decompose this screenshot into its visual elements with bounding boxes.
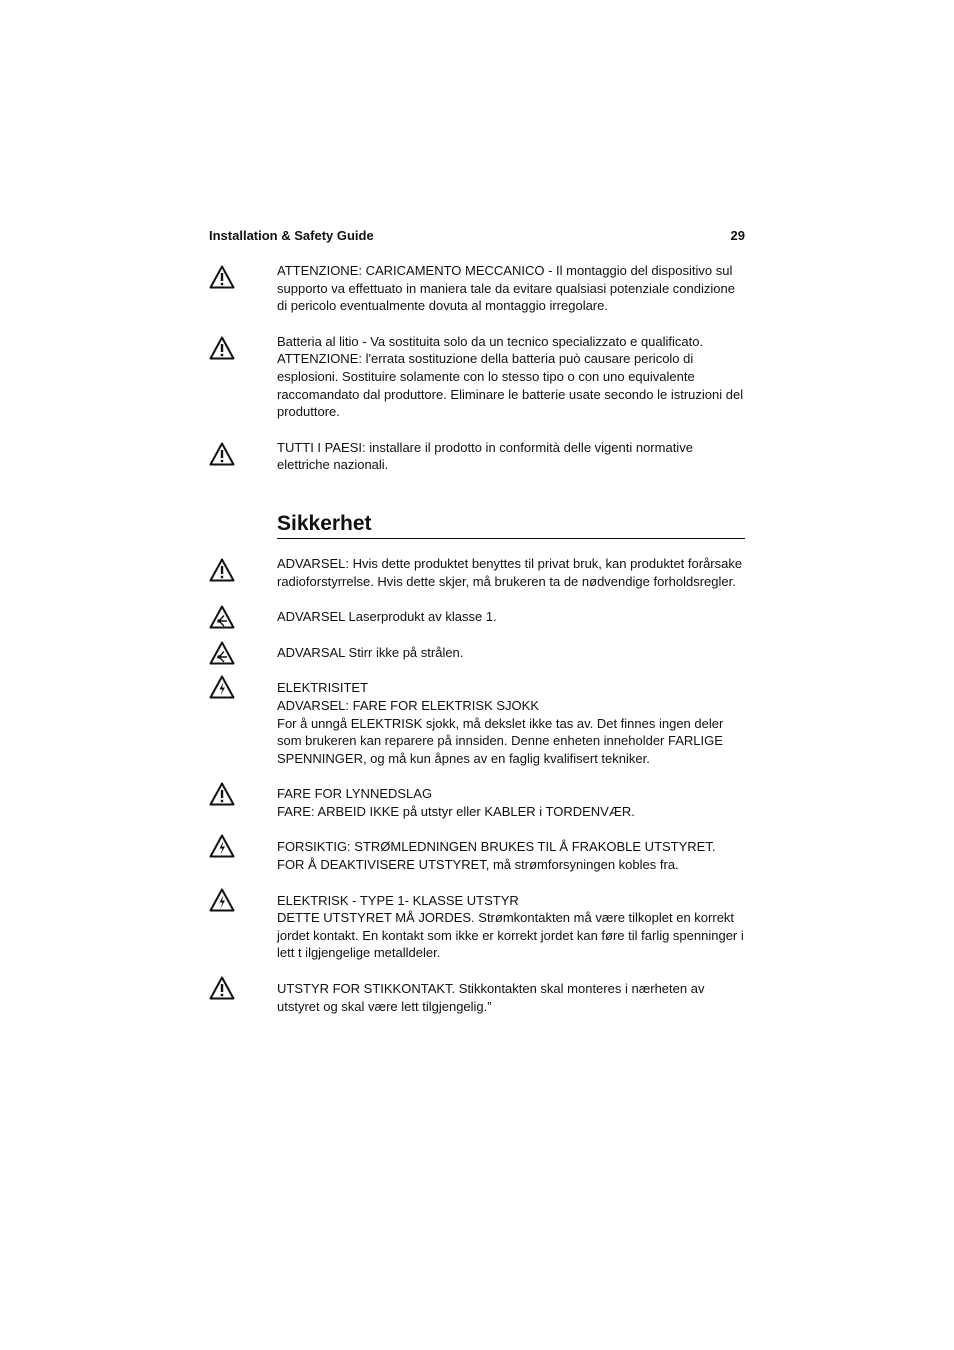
warning-icon xyxy=(209,265,235,289)
safety-notice xyxy=(209,439,745,474)
electric-shock-warning-icon xyxy=(209,675,235,699)
safety-notice xyxy=(209,892,745,962)
safety-notice xyxy=(209,333,745,421)
notice-line: Batteria al litio - Va sostituita solo da un tecnico specializzato e qualificato. xyxy=(277,333,704,349)
notice-line: ELEKTRISK - TYPE 1- KLASSE UTSTYR xyxy=(277,892,519,908)
notice-text xyxy=(277,333,745,421)
notice-text xyxy=(277,262,745,315)
page-number: 29 xyxy=(730,228,745,243)
laser-warning-icon xyxy=(209,605,235,629)
laser-warning-icon xyxy=(209,641,235,665)
warning-icon xyxy=(209,976,235,1000)
notice-line: ADVARSEL Laserprodukt av klasse 1. xyxy=(277,609,497,625)
electric-shock-warning-icon xyxy=(209,888,235,912)
notice-line: ADVARSEL: Hvis dette produktet benyttes til privat bruk, kan produktet forårsake radioforstyrrelse. Hvis dette skjer, må brukeren ta de nødvendige forholdsregler. xyxy=(277,555,743,589)
notice-line: ATTENZIONE: CARICAMENTO MECCANICO - Il montaggio del dispositivo sul supporto va effettuato in maniera tale da evitare qualsiasi potenziale condizione di pericolo eventualmente dovuta al montaggio irregolare. xyxy=(277,263,735,314)
safety-notice xyxy=(209,555,745,590)
notice-text xyxy=(277,679,745,767)
warning-icon xyxy=(209,336,235,360)
safety-notice xyxy=(209,608,745,626)
notice-line: ELEKTRISITET xyxy=(277,680,369,696)
notice-line: ADVARSEL: FARE FOR ELEKTRISK SJOKK xyxy=(277,697,539,713)
notice-line: FARE FOR LYNNEDSLAG xyxy=(277,786,433,802)
notice-line: FORSIKTIG: STRØMLEDNINGEN BRUKES TIL Å FRAKOBLE UTSTYRET. FOR Å DEAKTIVISERE UTSTYRET, må strømforsyningen kobles fra. xyxy=(277,839,716,873)
warning-icon xyxy=(209,558,235,582)
safety-notice xyxy=(209,980,745,1015)
warning-icon xyxy=(209,782,235,806)
safety-notice xyxy=(209,644,745,662)
notice-text xyxy=(277,608,745,626)
notice-line: FARE: ARBEID IKKE på utstyr eller KABLER i TORDENVÆR. xyxy=(277,803,635,819)
notice-text xyxy=(277,644,745,662)
notice-line: UTSTYR FOR STIKKONTAKT. Stikkontakten skal monteres i nærheten av utstyret og skal være lett tilgjengelig.” xyxy=(277,981,705,1014)
notice-text xyxy=(277,980,745,1015)
page-header xyxy=(209,228,745,243)
electric-shock-warning-icon xyxy=(209,834,235,858)
notice-text xyxy=(277,838,745,873)
safety-notice xyxy=(209,262,745,315)
safety-notice xyxy=(209,785,745,820)
section-title: Sikkerhet xyxy=(277,512,745,539)
notice-text xyxy=(277,555,745,590)
document-title: Installation & Safety Guide xyxy=(209,228,374,243)
safety-notice xyxy=(209,679,745,767)
notice-line: For å unngå ELEKTRISK sjokk, må dekslet ikke tas av. Det finnes ingen deler som brukeren kan reparere på innsiden. Denne enheten inneholder FARLIGE SPENNINGER, og må kun åpnes av en faglig kvalifisert tekniker. xyxy=(277,715,724,766)
notice-line: ATTENZIONE: l'errata sostituzione della batteria può causare pericolo di esplosioni. Sostituire solamente con lo stesso tipo o con uno equivalente raccomandato dal produttore. Eliminare le batterie usate secondo le istruzioni del produttore. xyxy=(277,351,744,420)
notice-line: ADVARSAL Stirr ikke på strålen. xyxy=(277,644,464,660)
safety-notice xyxy=(209,838,745,873)
notice-text xyxy=(277,439,745,474)
notice-line: TUTTI I PAESI: installare il prodotto in conformità delle vigenti normative elettriche nazionali. xyxy=(277,439,693,473)
notice-text xyxy=(277,785,745,820)
notice-line: DETTE UTSTYRET MÅ JORDES. Strømkontakten må være tilkoplet en korrekt jordet kontakt. En kontakt som ikke er korrekt jordet kan føre til farlig spenninger i lett t ilgjengelige metalldeler. xyxy=(277,910,744,961)
content xyxy=(209,262,745,1015)
notice-text xyxy=(277,892,745,962)
warning-icon xyxy=(209,442,235,466)
